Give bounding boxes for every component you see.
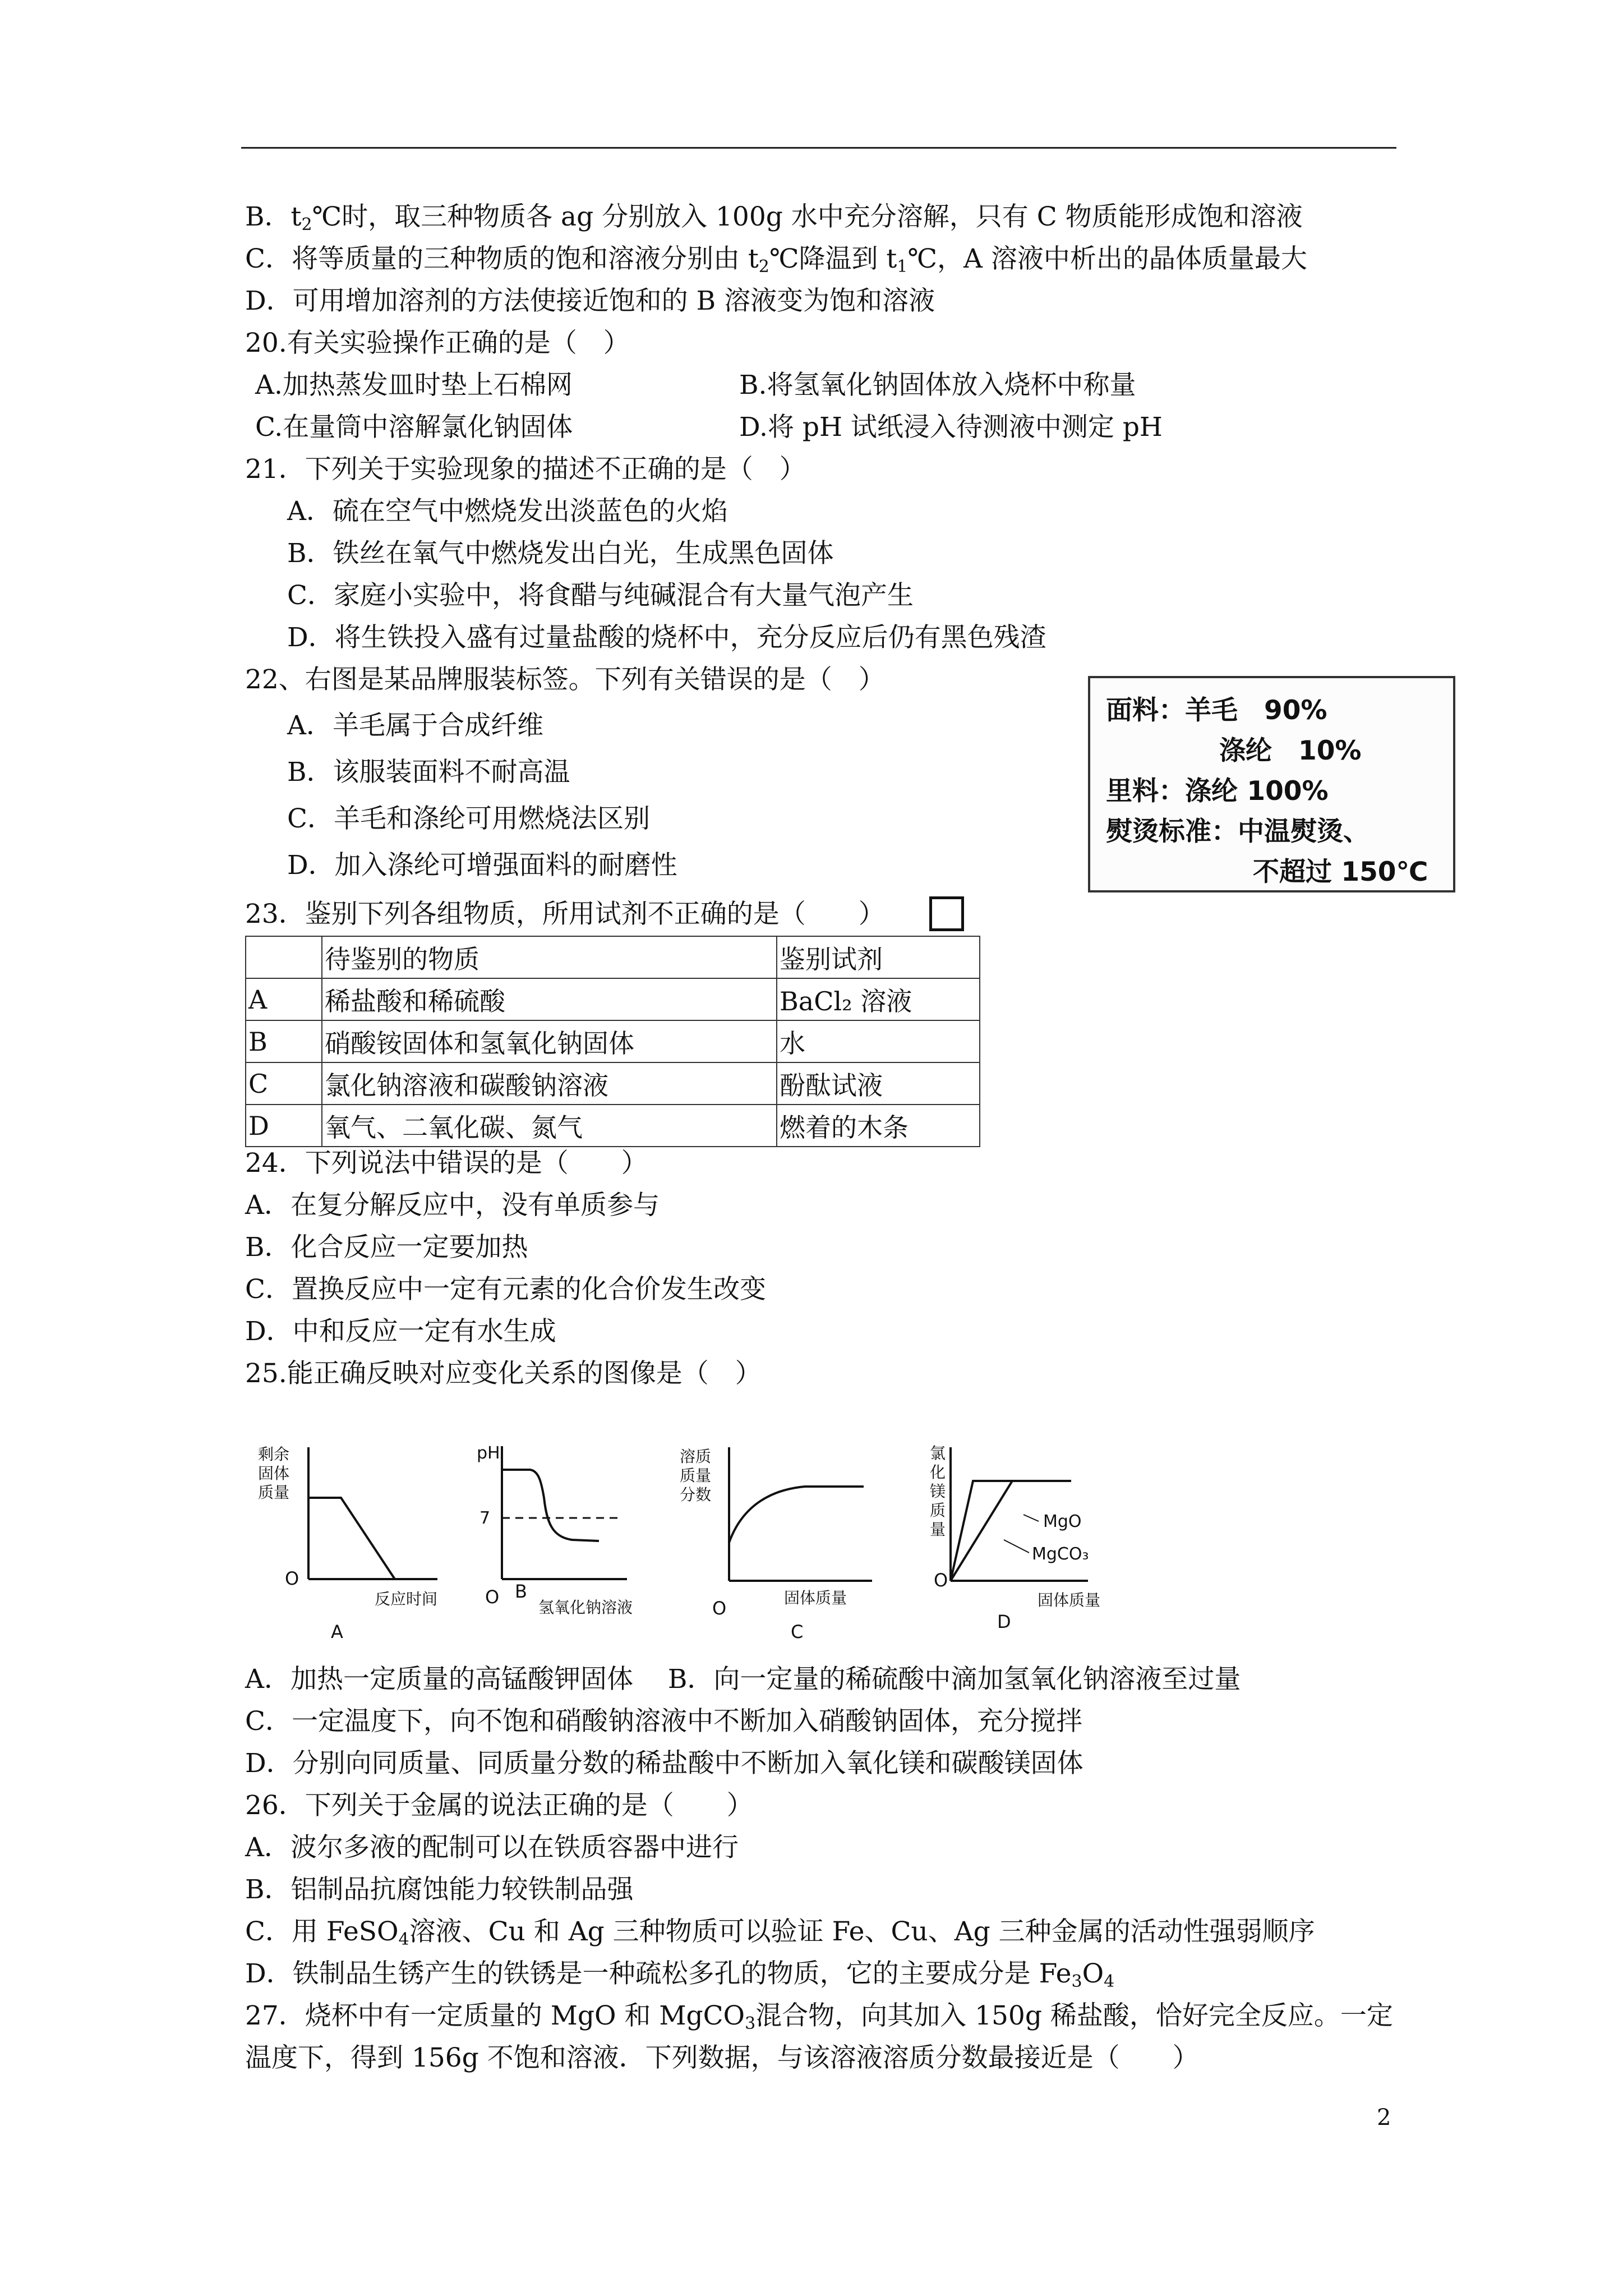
graph-b-ylabel: pH	[477, 1443, 500, 1463]
graph-c-xlabel: 固体质量	[784, 1589, 847, 1607]
table-cell: 氧气、二氧化碳、氮气	[322, 1105, 777, 1147]
graph-c-ylabel-1: 溶质	[680, 1447, 712, 1466]
q20-option-b: B.将氢氧化钠固体放入烧杯中称量	[739, 370, 1136, 401]
q25-option-c: C．一定温度下，向不饱和硝酸钠溶液中不断加入硝酸钠固体，充分搅拌	[245, 1706, 1082, 1737]
graph-d-label-mgco3: MgCO₃	[1032, 1544, 1089, 1564]
table-row	[246, 1020, 980, 1062]
graph-c-curve	[729, 1487, 864, 1543]
graph-c-ylabel-2: 质量	[680, 1466, 712, 1485]
q22-option-d: D．加入涤纶可增强面料的耐磨性	[287, 850, 677, 881]
q20-option-a: A.加热蒸发皿时垫上石棉网	[255, 370, 573, 401]
q20-stem: 20.有关实验操作正确的是（ ）	[245, 328, 630, 358]
graph-d-pointer-mgo	[1023, 1515, 1039, 1521]
q19-option-b: B．$t_2℃$时，取三种物质各 ag 分别放入 100g 水中充分溶解，只有 C 物质能形成饱和溶液	[245, 201, 1303, 234]
graph-a-letter: A	[331, 1621, 343, 1642]
table-cell: 水	[777, 1020, 980, 1062]
graph-d-ylabel-3: 镁	[930, 1482, 946, 1501]
page-number: 2	[1377, 2105, 1391, 2131]
q25-option-d: D．分别向同质量、同质量分数的稀盐酸中不断加入氧化镁和碳酸镁固体	[245, 1748, 1083, 1779]
label-fabric: 面料：羊毛 90%	[1106, 695, 1327, 726]
q20-option-c: C.在量筒中溶解氯化钠固体	[255, 412, 573, 443]
graph-c-origin: O	[712, 1598, 727, 1619]
q26-option-c: C．用 FeSO$_4$溶液、Cu 和 Ag 三种物质可以验证 Fe、Cu、Ag 三种金属的活动性强弱顺序	[245, 1916, 1315, 1949]
q21-option-c: C．家庭小实验中，将食醋与纯碱混合有大量气泡产生	[287, 580, 914, 611]
table-cell: 硝酸铵固体和氢氧化钠固体	[322, 1020, 777, 1062]
graph-d-line-mgco3	[951, 1481, 1012, 1581]
q21-option-b: B．铁丝在氧气中燃烧发出白光，生成黑色固体	[287, 538, 834, 569]
q22-stem: 22、右图是某品牌服装标签。下列有关错误的是（ ）	[245, 664, 885, 695]
q24-option-d: D．中和反应一定有水生成	[245, 1316, 556, 1347]
q26-option-a: A．波尔多液的配制可以在铁质容器中进行	[245, 1832, 739, 1863]
table-cell: A	[246, 978, 322, 1020]
graph-b-letter: B	[515, 1581, 527, 1602]
q24-option-b: B．化合反应一定要加热	[245, 1232, 528, 1263]
graph-b-curve	[502, 1470, 599, 1541]
q23-table	[245, 936, 980, 1147]
q27-stem-line2: 温度下，得到 156g 不饱和溶液．下列数据，与该溶液溶质分数最接近是（ ）	[245, 2042, 1199, 2073]
q19-option-d: D．可用增加溶剂的方法使接近饱和的 B 溶液变为饱和溶液	[245, 286, 935, 316]
q21-option-a: A．硫在空气中燃烧发出淡蓝色的火焰	[287, 496, 728, 527]
table-cell: D	[246, 1105, 322, 1147]
garment-label	[1088, 676, 1455, 892]
graph-b-origin: O	[485, 1586, 500, 1608]
answer-box	[929, 896, 964, 931]
q22-option-a: A．羊毛属于合成纤维	[287, 710, 543, 741]
q24-option-c: C．置换反应中一定有元素的化合价发生改变	[245, 1274, 766, 1305]
table-cell: 燃着的木条	[777, 1105, 980, 1147]
table-cell: 氯化钠溶液和碳酸钠溶液	[322, 1062, 777, 1105]
q21-stem: 21．下列关于实验现象的描述不正确的是（ ）	[245, 454, 806, 485]
q19-option-c: C．将等质量的三种物质的饱和溶液分别由 $t_2℃$降温到 $t_1℃$，A 溶液中析出的晶体质量最大	[245, 243, 1307, 277]
q26-option-d: D．铁制品生锈产生的铁锈是一种疏松多孔的物质，它的主要成分是 $Fe_3O_4$	[245, 1958, 1115, 1991]
graph-b-xlabel: 氢氧化钠溶液	[538, 1598, 633, 1617]
table-cell	[246, 936, 322, 978]
table-row	[246, 1062, 980, 1105]
table-cell: BaCl₂ 溶液	[777, 978, 980, 1020]
q25-options-ab: A．加热一定质量的高锰酸钾固体 B．向一定量的稀硫酸中滴加氢氧化钠溶液至过量	[245, 1664, 1241, 1695]
graph-d-label-mgo: MgO	[1043, 1512, 1082, 1531]
q26-option-b: B．铝制品抗腐蚀能力较铁制品强	[245, 1874, 634, 1905]
graph-d-ylabel-5: 量	[930, 1520, 946, 1539]
q22-option-c: C．羊毛和涤纶可用燃烧法区别	[287, 803, 650, 834]
label-lining: 里料：涤纶 100%	[1106, 776, 1329, 807]
q24-stem: 24．下列说法中错误的是（ ）	[245, 1148, 648, 1179]
label-ironing-temp: 不超过 150℃	[1253, 857, 1428, 887]
q25-graphs	[247, 1425, 1155, 1660]
table-header-cell: 待鉴别的物质	[322, 936, 777, 978]
q26-stem: 26．下列关于金属的说法正确的是（ ）	[245, 1790, 753, 1821]
graph-d-xlabel: 固体质量	[1038, 1591, 1101, 1609]
graph-b	[502, 1446, 627, 1579]
q23-stem: 23．鉴别下列各组物质，所用试剂不正确的是（ ）	[245, 899, 885, 930]
table-cell: C	[246, 1062, 322, 1105]
table-cell: B	[246, 1020, 322, 1062]
q27-stem-line1: 27．烧杯中有一定质量的 MgO 和 MgCO$_3$混合物，向其加入 150g 稀盐酸，恰好完全反应。一定	[245, 2000, 1393, 2033]
q22-option-b: B．该服装面料不耐高温	[287, 757, 570, 788]
table-cell: 稀盐酸和稀硫酸	[322, 978, 777, 1020]
table-row	[246, 1105, 980, 1147]
q21-option-d: D．将生铁投入盛有过量盐酸的烧杯中，充分反应后仍有黑色残渣	[287, 622, 1046, 653]
graph-d-ylabel-4: 质	[930, 1501, 946, 1520]
q20-option-d: D.将 pH 试纸浸入待测液中测定 pH	[739, 412, 1163, 443]
table-row	[246, 978, 980, 1020]
graph-a-curve	[308, 1498, 395, 1579]
graph-a	[308, 1447, 437, 1579]
header-rule	[241, 147, 1396, 149]
label-fabric-polyester: 涤纶 10%	[1219, 735, 1362, 766]
graph-d-ylabel-1: 氯	[930, 1444, 946, 1462]
table-cell: 酚酞试液	[777, 1062, 980, 1105]
q25-stem: 25.能正确反映对应变化关系的图像是（ ）	[245, 1358, 762, 1389]
label-ironing: 熨烫标准：中温熨烫、	[1106, 816, 1370, 847]
graph-c-letter: C	[791, 1621, 804, 1642]
graph-a-ylabel-3: 质量	[258, 1483, 290, 1502]
graph-b-tick: 7	[479, 1508, 491, 1528]
graph-a-origin: O	[285, 1568, 299, 1589]
graph-d-pointer-mgco3	[1004, 1540, 1029, 1553]
graph-c	[729, 1447, 872, 1581]
graph-d-ylabel-2: 化	[930, 1463, 946, 1481]
table-header-cell: 鉴别试剂	[777, 936, 980, 978]
graph-a-ylabel-2: 固体	[258, 1464, 290, 1483]
q24-option-a: A．在复分解反应中，没有单质参与	[245, 1190, 660, 1221]
graph-d-origin: O	[934, 1570, 948, 1591]
graph-c-ylabel-3: 分数	[680, 1485, 712, 1504]
graph-a-xlabel: 反应时间	[375, 1590, 438, 1608]
table-header-row	[246, 936, 980, 978]
graph-a-ylabel-1: 剩余	[258, 1445, 290, 1464]
graph-d-letter: D	[997, 1611, 1011, 1632]
